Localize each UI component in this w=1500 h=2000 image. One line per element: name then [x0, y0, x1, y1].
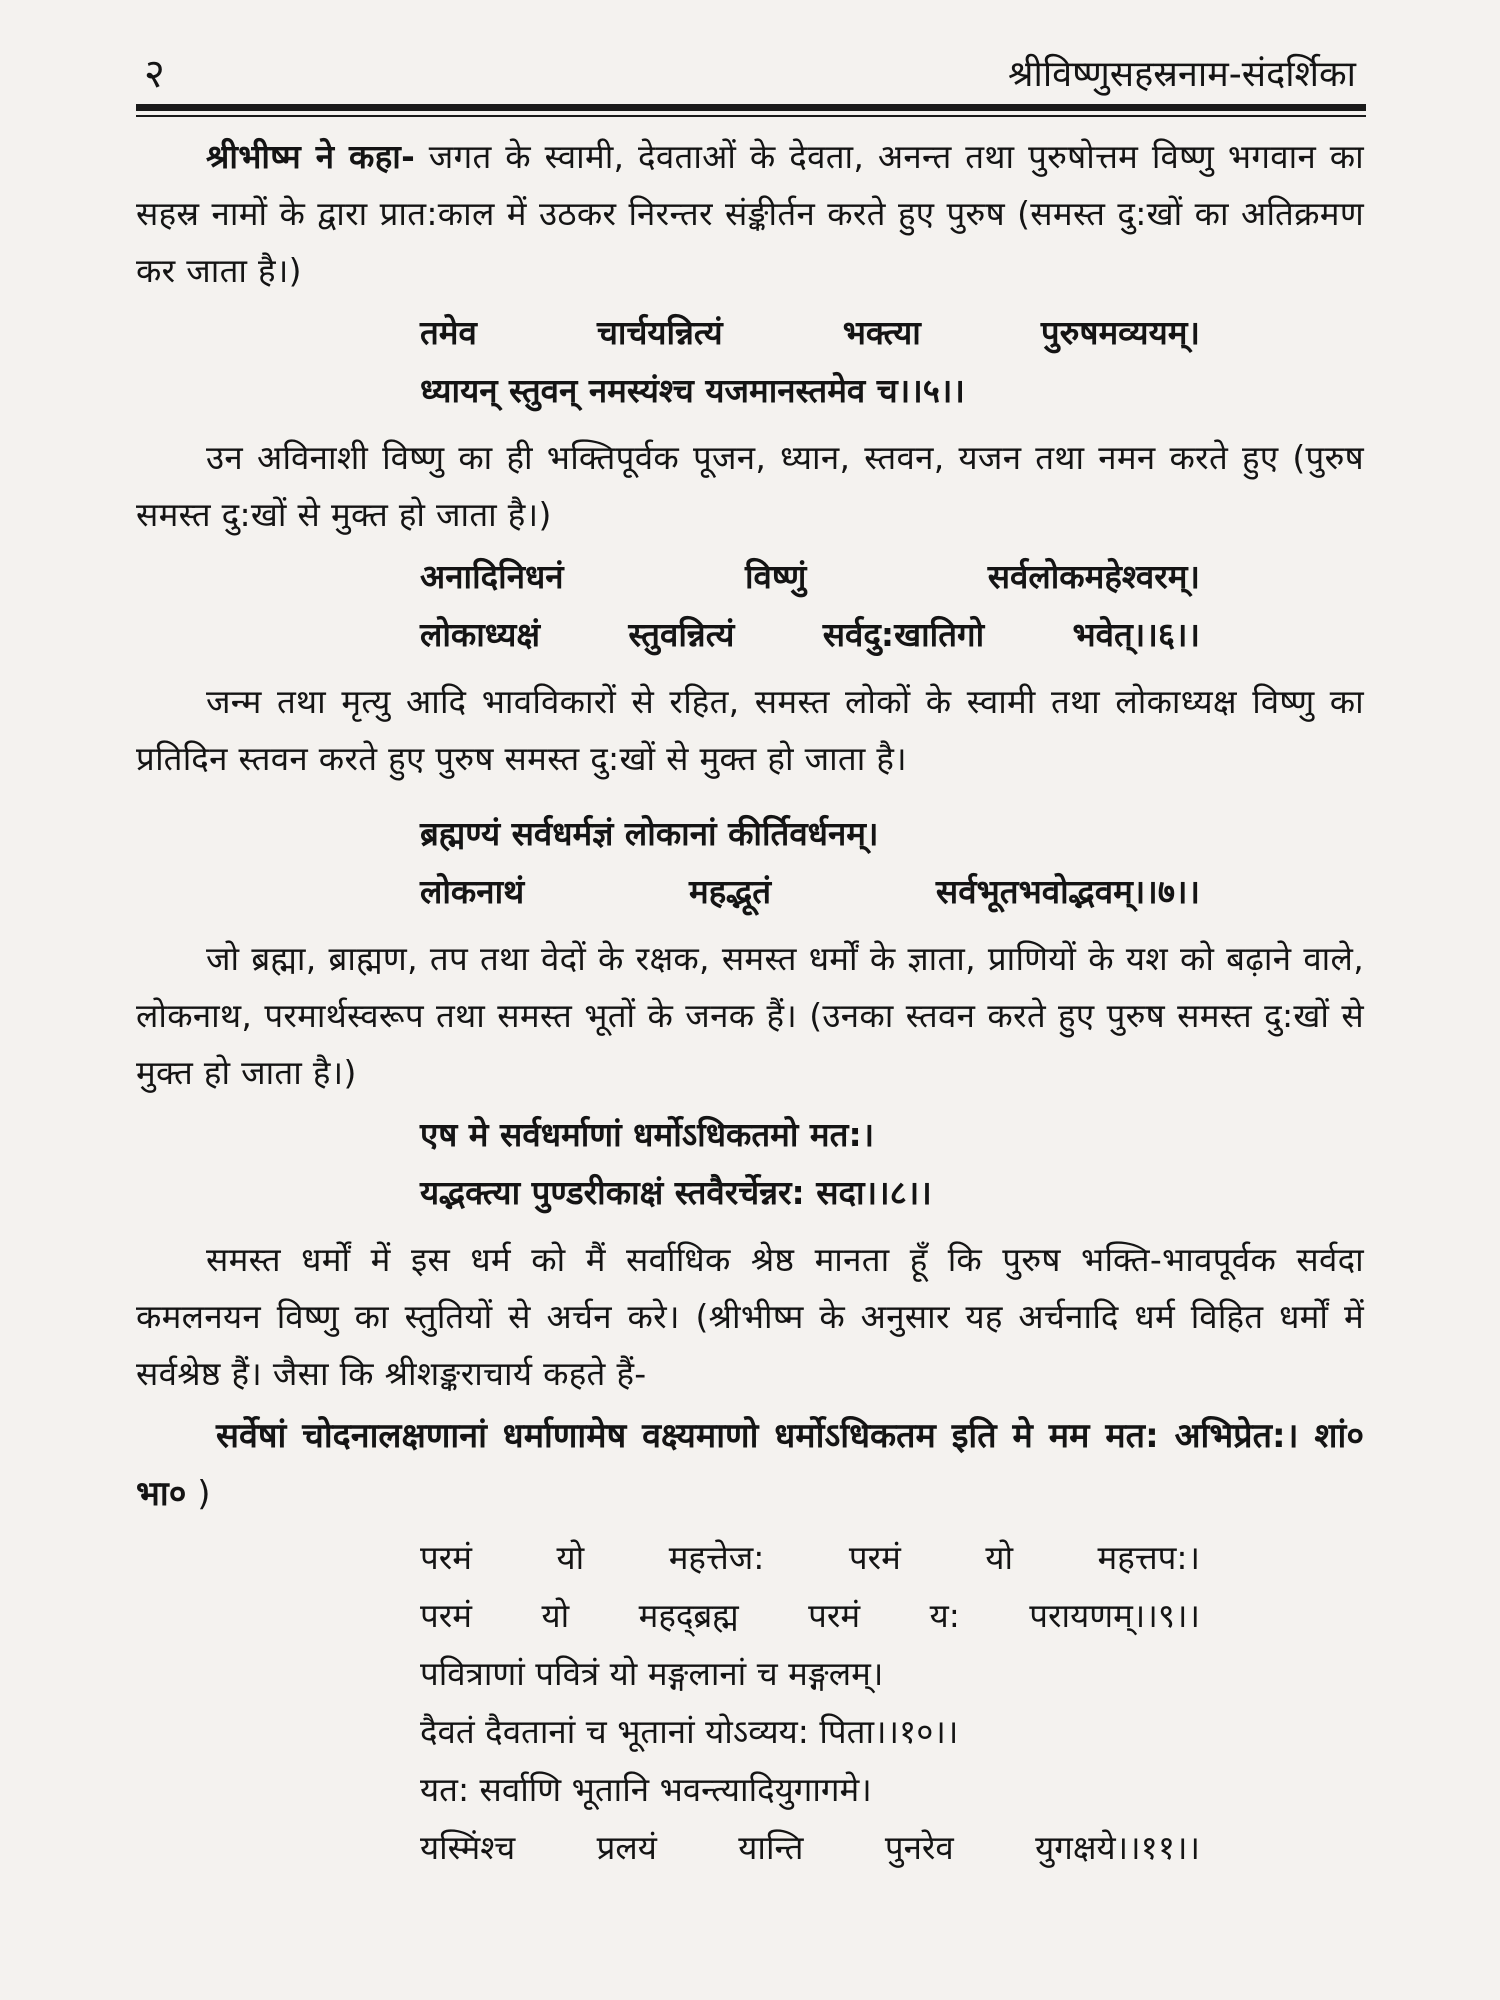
verse-5-line-1: तमेव चार्चयन्नित्यं भक्त्या पुरुषमव्ययम्।	[420, 313, 1200, 352]
speaker-lead: श्रीभीष्म ने कहा-	[206, 137, 416, 176]
verse-6-line-2: लोकाध्यक्षं स्तुवन्नित्यं सर्वदु:खातिगो भवेत्।।६।।	[420, 615, 1200, 654]
header-rule-thin	[136, 115, 1366, 117]
verse-10-line-1: पवित्राणां पवित्रं यो मङ्गलानां च मङ्गलम्।	[420, 1654, 884, 1693]
verse-8-line-1: एष मे सर्वधर्माणां धर्मोऽधिकतमो मत:।	[420, 1115, 875, 1154]
commentary-quote	[136, 1407, 1364, 1523]
paragraph-1-text: जगत के स्वामी, देवताओं के देवता, अनन्त तथा पुरुषोत्तम विष्णु भगवान का सहस्र नामों के द्वारा प्रात:काल में उठकर निरन्तर संङ्कीर्तन करते हुए पुरुष (समस्त दु:खों का अतिक्रमण कर जाता है।)	[136, 137, 1364, 290]
running-title: श्रीविष्णुसहस्रनाम-संदर्शिका	[1008, 54, 1356, 95]
verse-8	[420, 1106, 1200, 1222]
verse-9-line-1: परमं यो महत्तेज: परमं यो महत्तप:।	[420, 1538, 1200, 1577]
verse-10-line-2: दैवतं दैवतानां च भूतानां योऽव्यय: पिता।।१०।।	[420, 1712, 959, 1751]
verse-5	[420, 304, 1200, 420]
verse-5-line-2: ध्यायन् स्तुवन् नमस्यंश्च यजमानस्तमेव च।।५।।	[420, 371, 965, 410]
page-number: २	[144, 51, 165, 97]
verse-7-line-1: ब्रह्मण्यं सर्वधर्मज्ञं लोकानां कीर्तिवर्धनम्।	[420, 814, 879, 853]
paragraph-2: उन अविनाशी विष्णु का ही भक्तिपूर्वक पूजन, ध्यान, स्तवन, यजन तथा नमन करते हुए (पुरुष समस्त दु:खों से मुक्त हो जाता है।)	[136, 438, 1364, 534]
verse-7	[420, 805, 1200, 921]
verses-9-11	[420, 1529, 1200, 1877]
paragraph-3: जन्म तथा मृत्यु आदि भावविकारों से रहित, समस्त लोकों के स्वामी तथा लोकाध्यक्ष विष्णु का प्रतिदिन स्तवन करते हुए पुरुष समस्त दु:खों से मुक्त हो जाता है।	[136, 682, 1364, 778]
paragraph-5: समस्त धर्मों में इस धर्म को मैं सर्वाधिक श्रेष्ठ मानता हूँ कि पुरुष भक्ति-भावपूर्वक सर्वदा कमलनयन विष्णु का स्तुतियों से अर्चन करे। (श्रीभीष्म के अनुसार यह अर्चनादि धर्म विहित धर्मों में सर्वश्रेष्ठ हैं। जैसा कि श्रीशङ्कराचार्य कहते हैं-	[136, 1240, 1364, 1393]
header-rule	[136, 104, 1366, 111]
paragraph-1	[136, 128, 1364, 299]
commentary-quote-close: )	[186, 1474, 211, 1514]
verse-9-line-2: परमं यो महद्ब्रह्म परमं य: परायणम्।।९।।	[420, 1596, 1200, 1635]
page-header	[136, 40, 1366, 100]
verse-11-line-1: यत: सर्वाणि भूतानि भवन्त्यादियुगागमे।	[420, 1770, 872, 1809]
page-body	[136, 128, 1364, 1877]
verse-7-line-2: लोकनाथं महद्भूतं सर्वभूतभवोद्भवम्।।७।।	[420, 872, 1200, 911]
verse-11-line-2: यस्मिंश्च प्रलयं यान्ति पुनरेव युगक्षये।।११।।	[420, 1828, 1200, 1867]
verse-6-line-1: अनादिनिधनं विष्णुं सर्वलोकमहेश्वरम्।	[420, 557, 1200, 596]
paragraph-4: जो ब्रह्मा, ब्राह्मण, तप तथा वेदों के रक्षक, समस्त धर्मों के ज्ञाता, प्राणियों के यश को बढ़ाने वाले, लोकनाथ, परमार्थस्वरूप तथा समस्त भूतों के जनक हैं। (उनका स्तवन करते हुए पुरुष समस्त दु:खों से मुक्त हो जाता है।)	[136, 939, 1364, 1092]
commentary-quote-text: सर्वेषां चोदनालक्षणानां धर्माणामेष वक्ष्यमाणो धर्मोऽधिकतम इति मे मम मत: अभिप्रेत:। शां० भा०	[136, 1416, 1364, 1514]
verse-8-line-2: यद्भक्त्या पुण्डरीकाक्षं स्तवैरर्चेन्नर: सदा।।८।।	[420, 1173, 932, 1212]
verse-6	[420, 548, 1200, 664]
